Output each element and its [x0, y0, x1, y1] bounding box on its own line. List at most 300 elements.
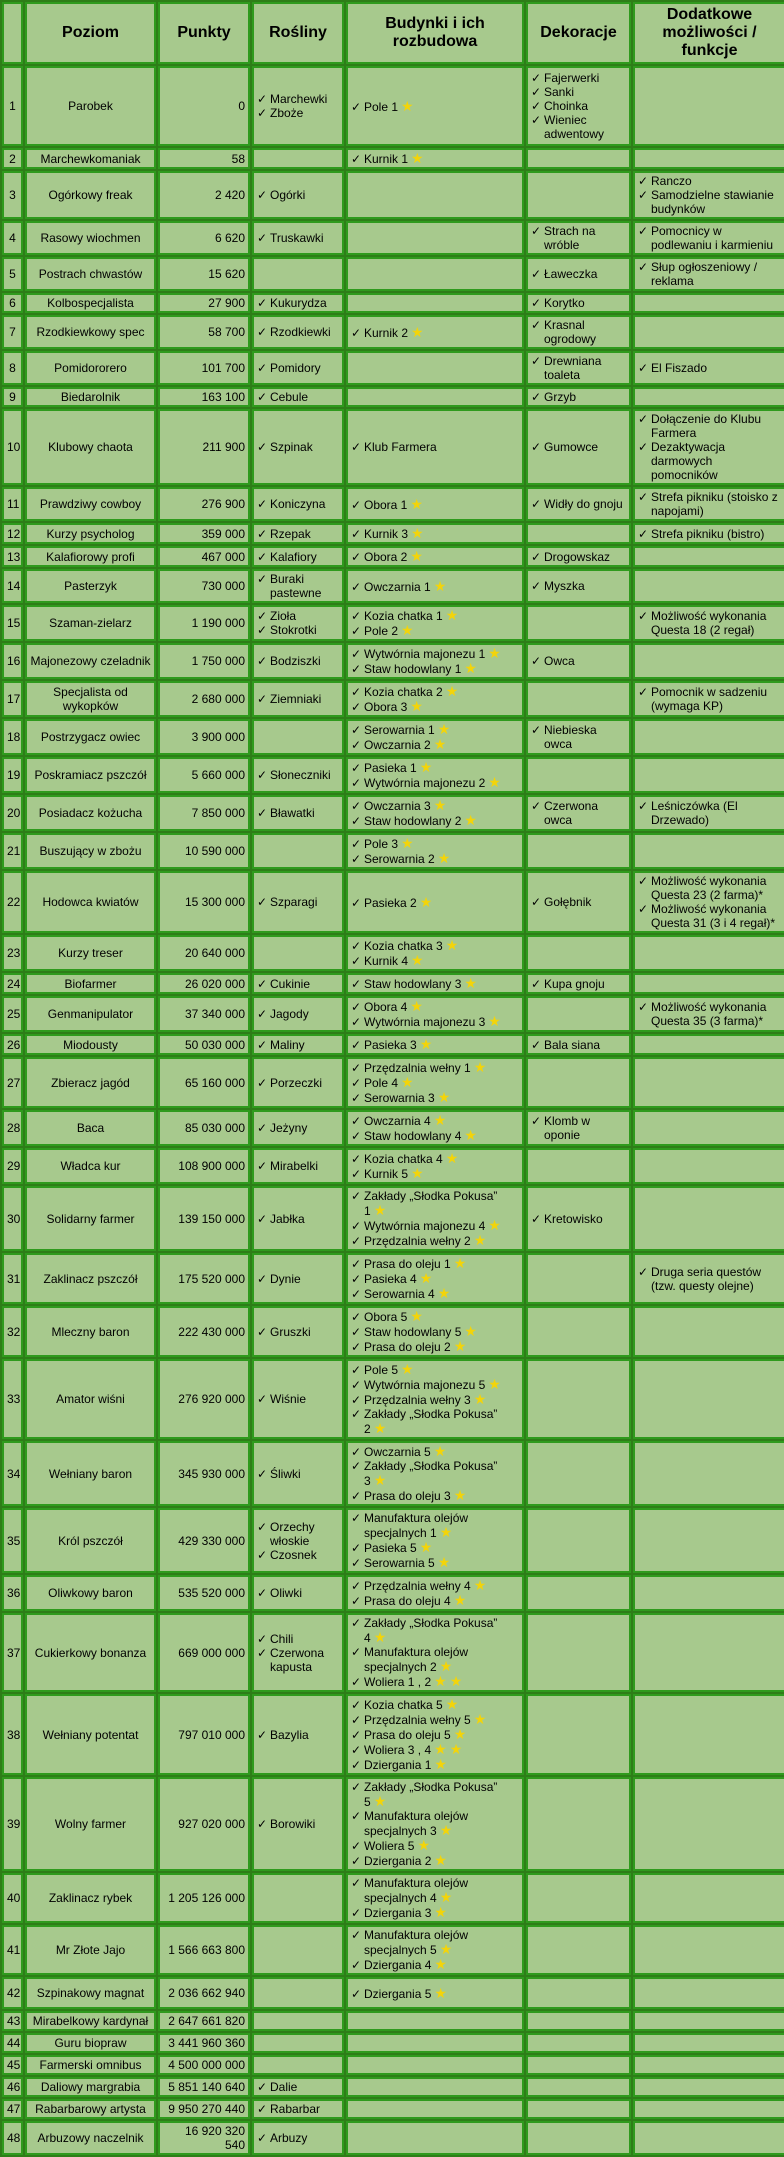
level-name: Kolbospecjalista — [25, 293, 156, 313]
check-icon: ✓ — [351, 1541, 362, 1555]
plants-cell — [252, 523, 344, 544]
level-points: 16 920 320 540 — [158, 2121, 250, 2155]
check-icon: ✓ — [638, 685, 649, 699]
building-item — [351, 1986, 519, 2001]
check-icon: ✓ — [257, 1271, 268, 1286]
level-name: Postrzygacz owiec — [25, 719, 156, 755]
table-row — [2, 1110, 784, 1146]
features-cell — [633, 257, 784, 291]
building-text: Pasieka 1 — [364, 761, 417, 775]
level-name: Pasterzyk — [25, 569, 156, 603]
check-icon: ✓ — [531, 799, 542, 813]
building-text: Kozia chatka 5 — [364, 1698, 443, 1712]
building-text: Kurnik 1 — [364, 152, 409, 166]
decorations-cell — [526, 293, 631, 313]
level-points: 345 930 000 — [158, 1441, 250, 1506]
feature-item — [638, 412, 781, 440]
plant-item — [257, 440, 339, 454]
plant-item — [257, 325, 339, 339]
building-item — [351, 953, 519, 968]
building-text: Owczarnia 4 — [364, 1114, 431, 1128]
buildings-cell — [346, 387, 524, 407]
plant-item-text: Truskawki — [270, 231, 324, 245]
check-icon: ✓ — [351, 954, 362, 968]
building-item — [351, 1309, 519, 1324]
decoration-item — [531, 318, 626, 346]
check-icon: ✓ — [531, 296, 542, 310]
building-text: Pole 5 — [364, 1363, 399, 1377]
plants-cell — [252, 148, 344, 169]
check-icon: ✓ — [351, 1743, 362, 1757]
building-item — [351, 1727, 519, 1742]
check-icon: ✓ — [257, 1121, 268, 1135]
feature-item-text: Dołączenie do Klubu Farmera — [651, 412, 762, 440]
plant-item-text: Stokrotki — [270, 623, 317, 637]
level-points: 927 020 000 — [158, 1777, 250, 1871]
building-text: Przędzalnia wełny 5 — [364, 1713, 471, 1727]
building-text: Woliera 1 , 2 — [364, 1675, 432, 1689]
table-row — [2, 66, 784, 146]
table-row — [2, 1148, 784, 1184]
building-text: Manufaktura olejów specjalnych 3 — [364, 1809, 469, 1838]
star-icon: ★ — [437, 721, 451, 737]
level-points: 9 950 270 440 — [158, 2099, 250, 2119]
star-icon: ★ — [488, 645, 501, 661]
features-cell — [633, 1359, 784, 1439]
decorations-cell — [526, 409, 631, 485]
table-row — [2, 1359, 784, 1439]
buildings-cell — [346, 148, 524, 169]
check-icon: ✓ — [638, 440, 649, 454]
table-row — [2, 973, 784, 994]
level-name: Majonezowy czeladnik — [25, 643, 156, 679]
check-icon: ✓ — [351, 609, 362, 623]
building-text: Woliera 3 , 4 — [364, 1743, 432, 1757]
table-row — [2, 871, 784, 933]
building-text: Obora 2 — [364, 550, 408, 564]
plant-item-text: Rzodkiewki — [270, 325, 331, 339]
star-icon: ★ — [437, 1089, 451, 1105]
plant-item-text: Borowiki — [270, 1817, 316, 1831]
features-cell — [633, 1613, 784, 1692]
building-item — [351, 623, 519, 638]
star-icon: ★ — [439, 1889, 453, 1905]
table-row — [2, 935, 784, 971]
check-icon: ✓ — [531, 976, 542, 991]
plants-cell — [252, 795, 344, 831]
check-icon: ✓ — [638, 224, 649, 238]
decorations-cell — [526, 1253, 631, 1304]
check-icon: ✓ — [351, 1728, 362, 1742]
level-points: 5 851 140 640 — [158, 2077, 250, 2097]
decorations-cell — [526, 1306, 631, 1357]
star-icon: ★ — [410, 998, 423, 1014]
check-icon: ✓ — [257, 1007, 268, 1021]
feature-item-text: Druga seria questów (tzw. questy olejne) — [651, 1264, 762, 1293]
star-icon: ★ — [410, 495, 423, 512]
decoration-item — [531, 267, 626, 281]
decoration-item — [531, 497, 626, 511]
plant-item-text: Rabarbar — [270, 2102, 321, 2116]
building-item — [351, 999, 519, 1014]
building-item — [351, 1444, 519, 1459]
decorations-cell — [526, 605, 631, 641]
level-points: 467 000 — [158, 546, 250, 567]
building-text: Pasieka 5 — [364, 1541, 417, 1555]
star-icon: ★ — [473, 1577, 487, 1593]
check-icon: ✓ — [351, 776, 362, 790]
star-icon: ★ — [434, 1756, 447, 1772]
plant-item-text: Cukinie — [270, 976, 311, 991]
buildings-cell — [346, 1925, 524, 1975]
level-name: Król pszczół — [25, 1508, 156, 1573]
building-item — [351, 1271, 519, 1286]
check-icon: ✓ — [351, 1167, 362, 1181]
plant-item — [257, 1586, 339, 1600]
level-points: 276 900 — [158, 487, 250, 521]
building-item — [351, 1540, 519, 1555]
building-text: Owczarnia 3 — [364, 799, 431, 813]
check-icon: ✓ — [351, 977, 362, 991]
star-icon: ★ — [437, 1554, 451, 1570]
building-item — [351, 440, 519, 454]
check-icon: ✓ — [531, 224, 542, 238]
check-icon: ✓ — [257, 188, 268, 202]
plant-item-text: Porzeczki — [270, 1075, 323, 1090]
decorations-cell — [526, 1575, 631, 1611]
building-item — [351, 1838, 519, 1853]
star-icon: ★ — [437, 1285, 451, 1301]
decoration-item-text: Wieniec adwentowy — [544, 113, 605, 141]
decorations-cell — [526, 1925, 631, 1975]
buildings-cell — [346, 1186, 524, 1251]
buildings-cell — [346, 2055, 524, 2075]
decorations-cell — [526, 935, 631, 971]
check-icon: ✓ — [531, 1211, 542, 1226]
check-icon: ✓ — [257, 2080, 268, 2094]
building-item — [351, 1905, 519, 1920]
features-cell — [633, 795, 784, 831]
building-item — [351, 1218, 519, 1233]
table-row — [2, 351, 784, 385]
row-number: 35 — [2, 1508, 23, 1573]
features-cell — [633, 2099, 784, 2119]
feature-item-text: Możliwość wykonania Questa 31 (3 i 4 regał)* — [651, 902, 776, 930]
check-icon: ✓ — [351, 1675, 362, 1689]
plant-item-text: Bodziszki — [270, 654, 321, 668]
row-number: 43 — [2, 2011, 23, 2031]
plant-item — [257, 609, 339, 623]
check-icon: ✓ — [638, 902, 649, 916]
decorations-cell — [526, 2099, 631, 2119]
star-icon: ★ — [464, 812, 477, 828]
features-cell — [633, 605, 784, 641]
building-text: Przędzalnia wełny 4 — [364, 1579, 471, 1593]
star-icon: ★ — [434, 1741, 447, 1757]
feature-item-text: Pomocnik w sadzeniu (wymaga KP) — [651, 685, 768, 713]
building-text: Manufaktura olejów specjalnych 4 — [364, 1876, 469, 1905]
table-row — [2, 1925, 784, 1975]
buildings-cell — [346, 1613, 524, 1692]
row-number: 16 — [2, 643, 23, 679]
check-icon: ✓ — [351, 1257, 362, 1271]
building-item — [351, 851, 519, 866]
row-number: 10 — [2, 409, 23, 485]
plants-cell — [252, 1110, 344, 1146]
plant-item-text: Słoneczniki — [270, 768, 331, 782]
features-cell — [633, 351, 784, 385]
check-icon: ✓ — [351, 1556, 362, 1570]
plant-item-text: Zboże — [270, 106, 304, 120]
plants-cell — [252, 387, 344, 407]
check-icon: ✓ — [351, 1393, 362, 1407]
plants-cell — [252, 2033, 344, 2053]
plant-item — [257, 977, 339, 991]
star-icon: ★ — [464, 660, 477, 676]
building-text: Prasa do oleju 2 — [364, 1340, 451, 1354]
star-icon: ★ — [473, 1711, 487, 1727]
plants-cell — [252, 1873, 344, 1923]
plant-item — [257, 1467, 339, 1481]
buildings-cell — [346, 757, 524, 793]
building-item — [351, 895, 519, 910]
star-icon: ★ — [433, 1112, 447, 1128]
building-text: Wytwórnia majonezu 1 — [364, 647, 486, 661]
plant-item-text: Pomidory — [270, 361, 321, 375]
plant-item-text: Wiśnie — [270, 1392, 307, 1406]
decorations-cell — [526, 1034, 631, 1055]
check-icon: ✓ — [351, 1839, 362, 1853]
row-number: 7 — [2, 315, 23, 349]
row-number: 48 — [2, 2121, 23, 2155]
plants-cell — [252, 569, 344, 603]
plant-item-text: Mirabelki — [270, 1159, 319, 1173]
buildings-cell — [346, 257, 524, 291]
row-number: 25 — [2, 996, 23, 1032]
check-icon: ✓ — [351, 1015, 362, 1029]
features-cell — [633, 1575, 784, 1611]
plant-item-text: Koniczyna — [270, 497, 326, 511]
decorations-cell — [526, 1441, 631, 1506]
plant-item-text: Jeżyny — [270, 1121, 308, 1135]
check-icon: ✓ — [531, 1114, 542, 1128]
decorations-cell — [526, 833, 631, 869]
level-name: Wolny farmer — [25, 1777, 156, 1871]
plant-item-text: Marchewki — [270, 92, 328, 106]
plant-item-text: Gruszki — [270, 1324, 311, 1339]
plant-item — [257, 1076, 339, 1090]
row-number: 34 — [2, 1441, 23, 1506]
level-name: Farmerski omnibus — [25, 2055, 156, 2075]
level-points: 1 566 663 800 — [158, 1925, 250, 1975]
plant-item — [257, 497, 339, 511]
building-item — [351, 1339, 519, 1354]
star-icon: ★ — [419, 1539, 433, 1555]
building-text: Manufaktura olejów specjalnych 2 — [364, 1645, 469, 1674]
feature-item — [638, 188, 781, 216]
check-icon: ✓ — [531, 1037, 542, 1052]
row-number: 45 — [2, 2055, 23, 2075]
star-icon: ★ — [419, 1270, 433, 1286]
level-points: 5 660 000 — [158, 757, 250, 793]
buildings-cell — [346, 546, 524, 567]
check-icon: ✓ — [257, 1727, 268, 1742]
feature-item-text: Możliwość wykonania Questa 18 (2 regał) — [651, 609, 767, 637]
decoration-item — [531, 895, 626, 909]
features-cell — [633, 1057, 784, 1108]
row-number: 2 — [2, 148, 23, 169]
level-name: Mr Złote Jajo — [25, 1925, 156, 1975]
plant-item-text: Arbuzy — [270, 2131, 308, 2145]
check-icon: ✓ — [638, 526, 649, 541]
decoration-item-text: Niebieska owca — [544, 723, 597, 751]
plants-cell — [252, 1359, 344, 1439]
plant-item-text: Ziemniaki — [270, 692, 322, 706]
building-item — [351, 1256, 519, 1271]
table-row — [2, 2033, 784, 2053]
check-icon: ✓ — [257, 1466, 268, 1481]
check-icon: ✓ — [531, 440, 542, 454]
check-icon: ✓ — [638, 1264, 649, 1279]
table-row — [2, 1253, 784, 1304]
feature-item — [638, 224, 781, 252]
decorations-cell — [526, 1110, 631, 1146]
decoration-item — [531, 654, 626, 668]
check-icon: ✓ — [638, 412, 649, 426]
plant-item-text: Dalie — [270, 2080, 298, 2094]
star-icon: ★ — [373, 1629, 387, 1645]
plant-item-text: Czosnek — [270, 1547, 317, 1562]
check-icon: ✓ — [351, 837, 362, 851]
building-text: Klub Farmera — [364, 440, 437, 454]
feature-item — [638, 1000, 781, 1028]
row-number: 46 — [2, 2077, 23, 2097]
plants-cell — [252, 221, 344, 255]
buildings-cell — [346, 569, 524, 603]
level-name: Oliwkowy baron — [25, 1575, 156, 1611]
table-row — [2, 569, 784, 603]
level-name: Specjalista od wykopków — [25, 681, 156, 717]
features-cell — [633, 2011, 784, 2031]
building-item — [351, 497, 519, 512]
check-icon: ✓ — [351, 1958, 362, 1972]
row-number: 19 — [2, 757, 23, 793]
level-points: 58 — [158, 148, 250, 169]
check-icon: ✓ — [531, 654, 542, 668]
plant-item-text: Buraki pastewne — [270, 572, 322, 600]
check-icon: ✓ — [351, 1876, 362, 1890]
table-row — [2, 643, 784, 679]
decorations-cell — [526, 387, 631, 407]
decorations-cell — [526, 795, 631, 831]
star-icon: ★ — [401, 622, 414, 638]
level-points: 163 100 — [158, 387, 250, 407]
check-icon: ✓ — [257, 895, 268, 909]
check-icon: ✓ — [351, 1579, 362, 1593]
feature-item — [638, 361, 781, 375]
decoration-item — [531, 99, 626, 113]
level-points: 2 680 000 — [158, 681, 250, 717]
check-icon: ✓ — [638, 260, 649, 274]
feature-item-text: Leśniczówka (El Drzewado) — [651, 799, 738, 827]
star-icon: ★ — [439, 1822, 453, 1838]
plants-cell — [252, 1253, 344, 1304]
level-name: Kalafiorowy profi — [25, 546, 156, 567]
table-row — [2, 2011, 784, 2031]
plant-item — [257, 1728, 339, 1742]
level-name: Amator wiśni — [25, 1359, 156, 1439]
building-item — [351, 99, 519, 114]
building-item — [351, 1189, 519, 1218]
table-row — [2, 1441, 784, 1506]
star-icon: ★ — [488, 1376, 501, 1392]
plants-cell — [252, 409, 344, 485]
star-icon: ★ — [401, 97, 414, 114]
decorations-cell — [526, 681, 631, 717]
level-name: Prawdziwy cowboy — [25, 487, 156, 521]
building-text: Serowarnia 1 — [364, 723, 435, 737]
decorations-cell — [526, 2055, 631, 2075]
level-points: 108 900 000 — [158, 1148, 250, 1184]
check-icon: ✓ — [257, 976, 268, 991]
level-name: Rasowy wiochmen — [25, 221, 156, 255]
feature-item-text: Słup ogłoszeniowy / reklama — [651, 260, 758, 288]
table-row — [2, 2099, 784, 2119]
building-text: Wytwórnia majonezu 2 — [364, 776, 486, 790]
building-item — [351, 1459, 519, 1488]
building-item — [351, 1014, 519, 1029]
decoration-item-text: Gumowce — [544, 440, 599, 454]
decoration-item-text: Grzyb — [544, 390, 577, 404]
building-text: Kozia chatka 1 — [364, 609, 443, 623]
building-text: Prasa do oleju 1 — [364, 1257, 451, 1271]
star-icon: ★ — [411, 525, 424, 541]
feature-item-text: Możliwość wykonania Questa 23 (2 farma)* — [651, 874, 767, 902]
building-text: Kozia chatka 3 — [364, 939, 443, 953]
building-text: Staw hodowlany 3 — [364, 977, 462, 991]
row-number: 22 — [2, 871, 23, 933]
level-name: Genmanipulator — [25, 996, 156, 1032]
plants-cell — [252, 719, 344, 755]
decoration-item-text: Klomb w oponie — [544, 1114, 591, 1142]
plants-cell — [252, 546, 344, 567]
building-item — [351, 1377, 519, 1392]
features-cell — [633, 523, 784, 544]
decoration-item — [531, 1114, 626, 1142]
level-points: 3 441 960 360 — [158, 2033, 250, 2053]
building-item — [351, 1511, 519, 1540]
decorations-cell — [526, 171, 631, 219]
check-icon: ✓ — [351, 1038, 362, 1052]
plant-item-text: Szpinak — [270, 440, 313, 454]
plants-cell — [252, 2099, 344, 2119]
decoration-item — [531, 71, 626, 85]
level-name: Kurzy treser — [25, 935, 156, 971]
building-text: Staw hodowlany 4 — [364, 1129, 462, 1143]
feature-item-text: Strefa pikniku (stoisko z napojami) — [651, 490, 778, 518]
check-icon: ✓ — [351, 1645, 362, 1659]
level-name: Marchewkomaniak — [25, 148, 156, 169]
plant-item — [257, 92, 339, 106]
decorations-cell — [526, 757, 631, 793]
check-icon: ✓ — [351, 723, 362, 737]
level-points: 797 010 000 — [158, 1694, 250, 1775]
star-icon: ★ — [453, 1592, 467, 1608]
plants-cell — [252, 1057, 344, 1108]
plant-item — [257, 2080, 339, 2094]
level-points: 7 850 000 — [158, 795, 250, 831]
plants-cell — [252, 605, 344, 641]
